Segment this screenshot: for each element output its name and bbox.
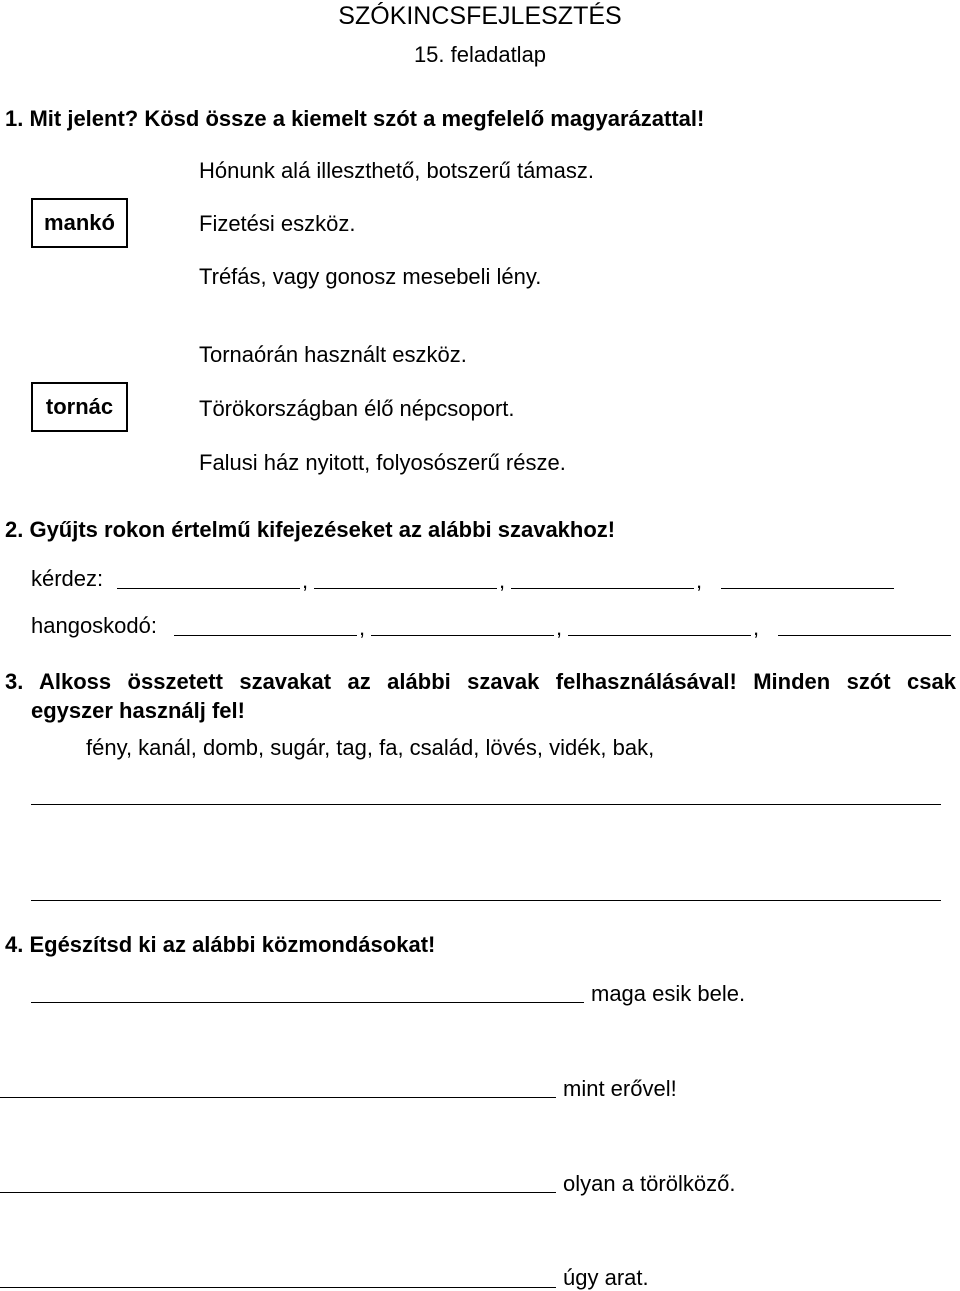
- answer-line[interactable]: [568, 635, 751, 636]
- comma: ,: [359, 615, 366, 640]
- word-box-tornac: [31, 382, 128, 432]
- comma: ,: [499, 568, 506, 593]
- proverb-ending: maga esik bele.: [591, 981, 746, 1006]
- answer-line[interactable]: [511, 588, 694, 589]
- worksheet-title: SZÓKINCSFEJLESZTÉS: [338, 2, 622, 30]
- answer-line[interactable]: [371, 635, 554, 636]
- answer-line[interactable]: [0, 1097, 556, 1098]
- worksheet-subtitle: 15. feladatlap: [413, 42, 547, 67]
- proverb-ending: olyan a törölköző.: [563, 1171, 736, 1196]
- answer-line[interactable]: [0, 1192, 556, 1193]
- answer-line[interactable]: [117, 588, 300, 589]
- answer-line[interactable]: [174, 635, 357, 636]
- comma: ,: [302, 568, 309, 593]
- task2-heading: 2. Gyűjts rokon értelmű kifejezéseket az alábbi szavakhoz!: [5, 517, 616, 542]
- task1-heading: 1. Mit jelent? Kösd össze a kiemelt szót a megfelelő magyarázattal!: [5, 106, 705, 131]
- definition-option: Tornaórán használt eszköz.: [199, 342, 467, 367]
- comma: ,: [556, 615, 563, 640]
- answer-line[interactable]: [721, 588, 894, 589]
- synonym-label-hangoskodo: hangoskodó:: [31, 613, 157, 638]
- definition-option: Falusi ház nyitott, folyosószerű része.: [199, 450, 566, 475]
- answer-line[interactable]: [0, 1287, 556, 1288]
- definition-option: Hónunk alá illeszthető, botszerű támasz.: [199, 158, 594, 183]
- task3-heading-line1: 3. Alkoss összetett szavakat az alábbi szavak felhasználásával! Minden szót csak: [5, 669, 956, 694]
- answer-line[interactable]: [31, 900, 941, 901]
- comma: ,: [753, 615, 760, 640]
- word-box-manko: [31, 198, 128, 248]
- word-tornac: tornác: [45, 394, 114, 419]
- answer-line[interactable]: [778, 635, 951, 636]
- answer-line[interactable]: [31, 804, 941, 805]
- word-bank: fény, kanál, domb, sugár, tag, fa, család, lövés, vidék, bak,: [86, 735, 655, 760]
- definition-option: Törökországban élő népcsoport.: [199, 396, 515, 421]
- task3-heading-line2: egyszer használj fel!: [31, 698, 245, 723]
- proverb-ending: úgy arat.: [563, 1265, 649, 1290]
- answer-line[interactable]: [314, 588, 497, 589]
- answer-line[interactable]: [31, 1002, 584, 1003]
- definition-option: Fizetési eszköz.: [199, 211, 356, 236]
- comma: ,: [696, 568, 703, 593]
- proverb-ending: mint erővel!: [563, 1076, 677, 1101]
- definition-option: Tréfás, vagy gonosz mesebeli lény.: [199, 264, 542, 289]
- task4-heading: 4. Egészítsd ki az alábbi közmondásokat!: [5, 932, 436, 957]
- synonym-label-kerdez: kérdez:: [31, 566, 104, 591]
- word-manko: mankó: [44, 210, 115, 235]
